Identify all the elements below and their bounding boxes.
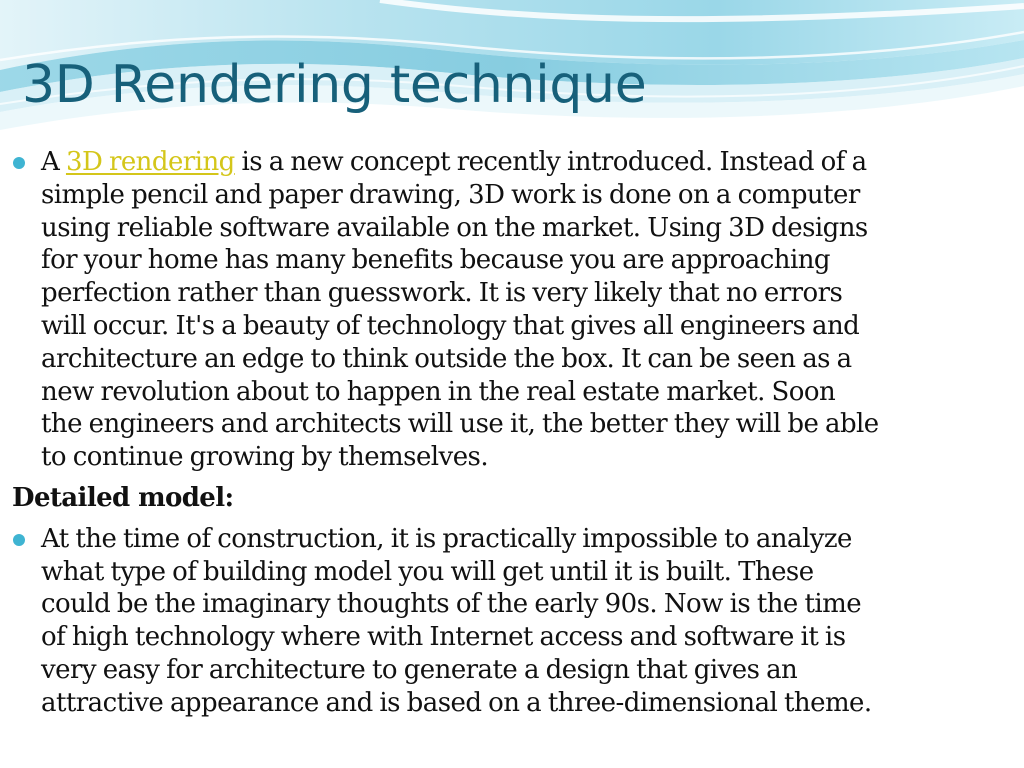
- 3d-rendering-link[interactable]: 3D rendering: [65, 147, 235, 177]
- slide-title: 3D Rendering technique: [22, 55, 647, 115]
- slide-body: [10, 146, 1014, 720]
- bullet-line: new revolution about to happen in the real estate market. Soon: [41, 376, 836, 407]
- bullet-prefix: A: [41, 147, 66, 177]
- bullet-dot-icon: [13, 534, 25, 546]
- bullet-item-detailed-model: [10, 523, 1014, 720]
- bullet-line: of high technology where with Internet access and software it is: [41, 622, 846, 653]
- bullet-line: attractive appearance and is based on a three-dimensional theme.: [41, 687, 872, 718]
- bullet-line: for your home has many benefits because you are approaching: [41, 245, 831, 276]
- bullet-line: architecture an edge to think outside the box. It can be seen as a: [41, 343, 852, 374]
- section-heading-detailed-model: Detailed model:: [12, 482, 234, 513]
- bullet-line: [41, 146, 1014, 179]
- bullet-line: At the time of construction, it is practically impossible to analyze: [41, 523, 852, 554]
- bullet-line: will occur. It's a beauty of technology that gives all engineers and: [41, 310, 860, 341]
- bullet-line: to continue growing by themselves.: [41, 442, 489, 473]
- bullet-line: the engineers and architects will use it, the better they will be able: [41, 409, 879, 440]
- bullet-line: perfection rather than guesswork. It is very likely that no errors: [41, 278, 843, 309]
- bullet-line: what type of building model you will get until it is built. These: [41, 556, 814, 587]
- bullet-line: could be the imaginary thoughts of the early 90s. Now is the time: [41, 589, 862, 620]
- bullet-item-3d-rendering: [10, 146, 1014, 474]
- bullet-line: very easy for architecture to generate a design that gives an: [41, 654, 798, 685]
- bullet-line-text: is a new concept recently introduced. Instead of a: [234, 147, 867, 177]
- bullet-line: using reliable software available on the market. Using 3D designs: [41, 212, 868, 243]
- bullet-dot-icon: [13, 157, 25, 169]
- bullet-line: simple pencil and paper drawing, 3D work is done on a computer: [41, 179, 860, 210]
